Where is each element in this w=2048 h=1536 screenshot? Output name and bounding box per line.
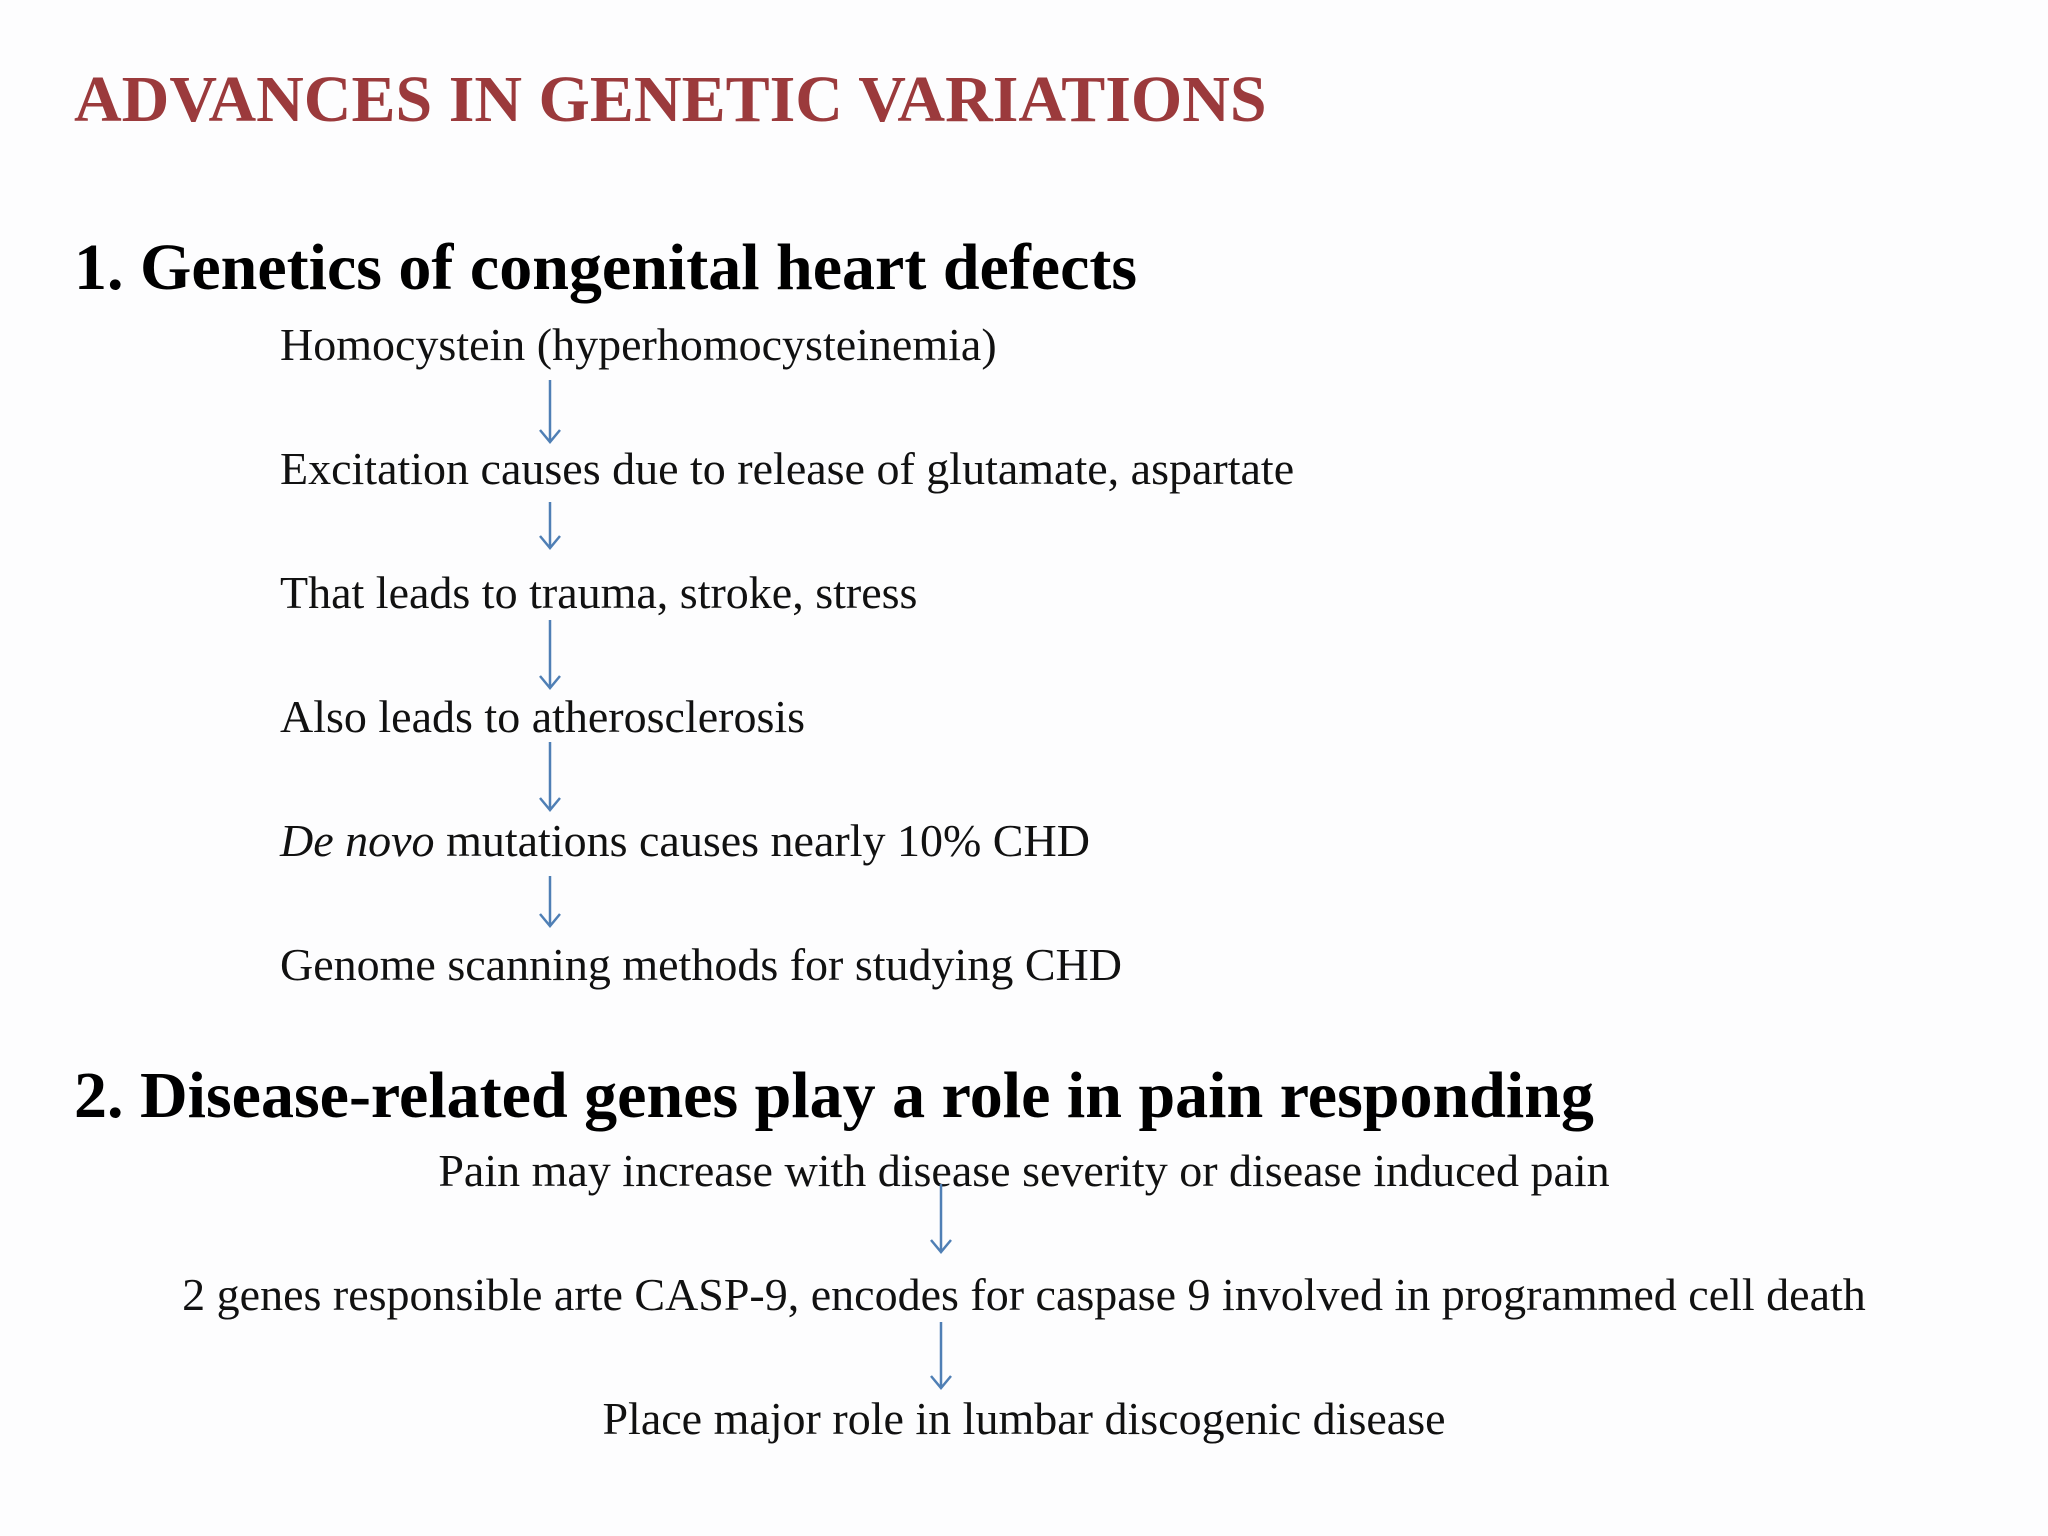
de-novo-italic: De novo bbox=[280, 815, 435, 866]
de-novo-text: mutations causes nearly 10% CHD bbox=[434, 815, 1090, 866]
arrow-down-icon bbox=[929, 1184, 953, 1254]
arrow-down-icon bbox=[538, 876, 562, 928]
arrow-down-icon bbox=[538, 380, 562, 444]
flow-step-lumbar: Place major role in lumbar discogenic disease bbox=[602, 1393, 1446, 1444]
slide-title: ADVANCES IN GENETIC VARIATIONS bbox=[74, 63, 1267, 136]
arrow-down-icon bbox=[929, 1322, 953, 1390]
flow-step-pain: Pain may increase with disease severity or disease induced pain bbox=[438, 1145, 1610, 1196]
flow-step-genome-scanning: Genome scanning methods for studying CHD bbox=[280, 939, 1122, 990]
arrow-down-icon bbox=[538, 742, 562, 812]
arrow-down-icon bbox=[538, 620, 562, 690]
arrow-down-icon bbox=[538, 502, 562, 550]
flow-step-atherosclerosis: Also leads to atherosclerosis bbox=[280, 691, 806, 742]
flow-step-excitation: Excitation causes due to release of glutamate, aspartate bbox=[280, 443, 1295, 494]
flow-step-trauma: That leads to trauma, stroke, stress bbox=[280, 567, 918, 618]
section-1-heading: 1. Genetics of congenital heart defects bbox=[74, 231, 1138, 304]
flow-step-homocystein: Homocystein (hyperhomocysteinemia) bbox=[280, 319, 997, 370]
flow-step-casp9: 2 genes responsible arte CASP-9, encodes for caspase 9 involved in programmed cell death bbox=[182, 1269, 1866, 1320]
flow-step-de-novo bbox=[280, 815, 1090, 866]
section-2-heading: 2. Disease-related genes play a role in pain responding bbox=[74, 1059, 1594, 1132]
